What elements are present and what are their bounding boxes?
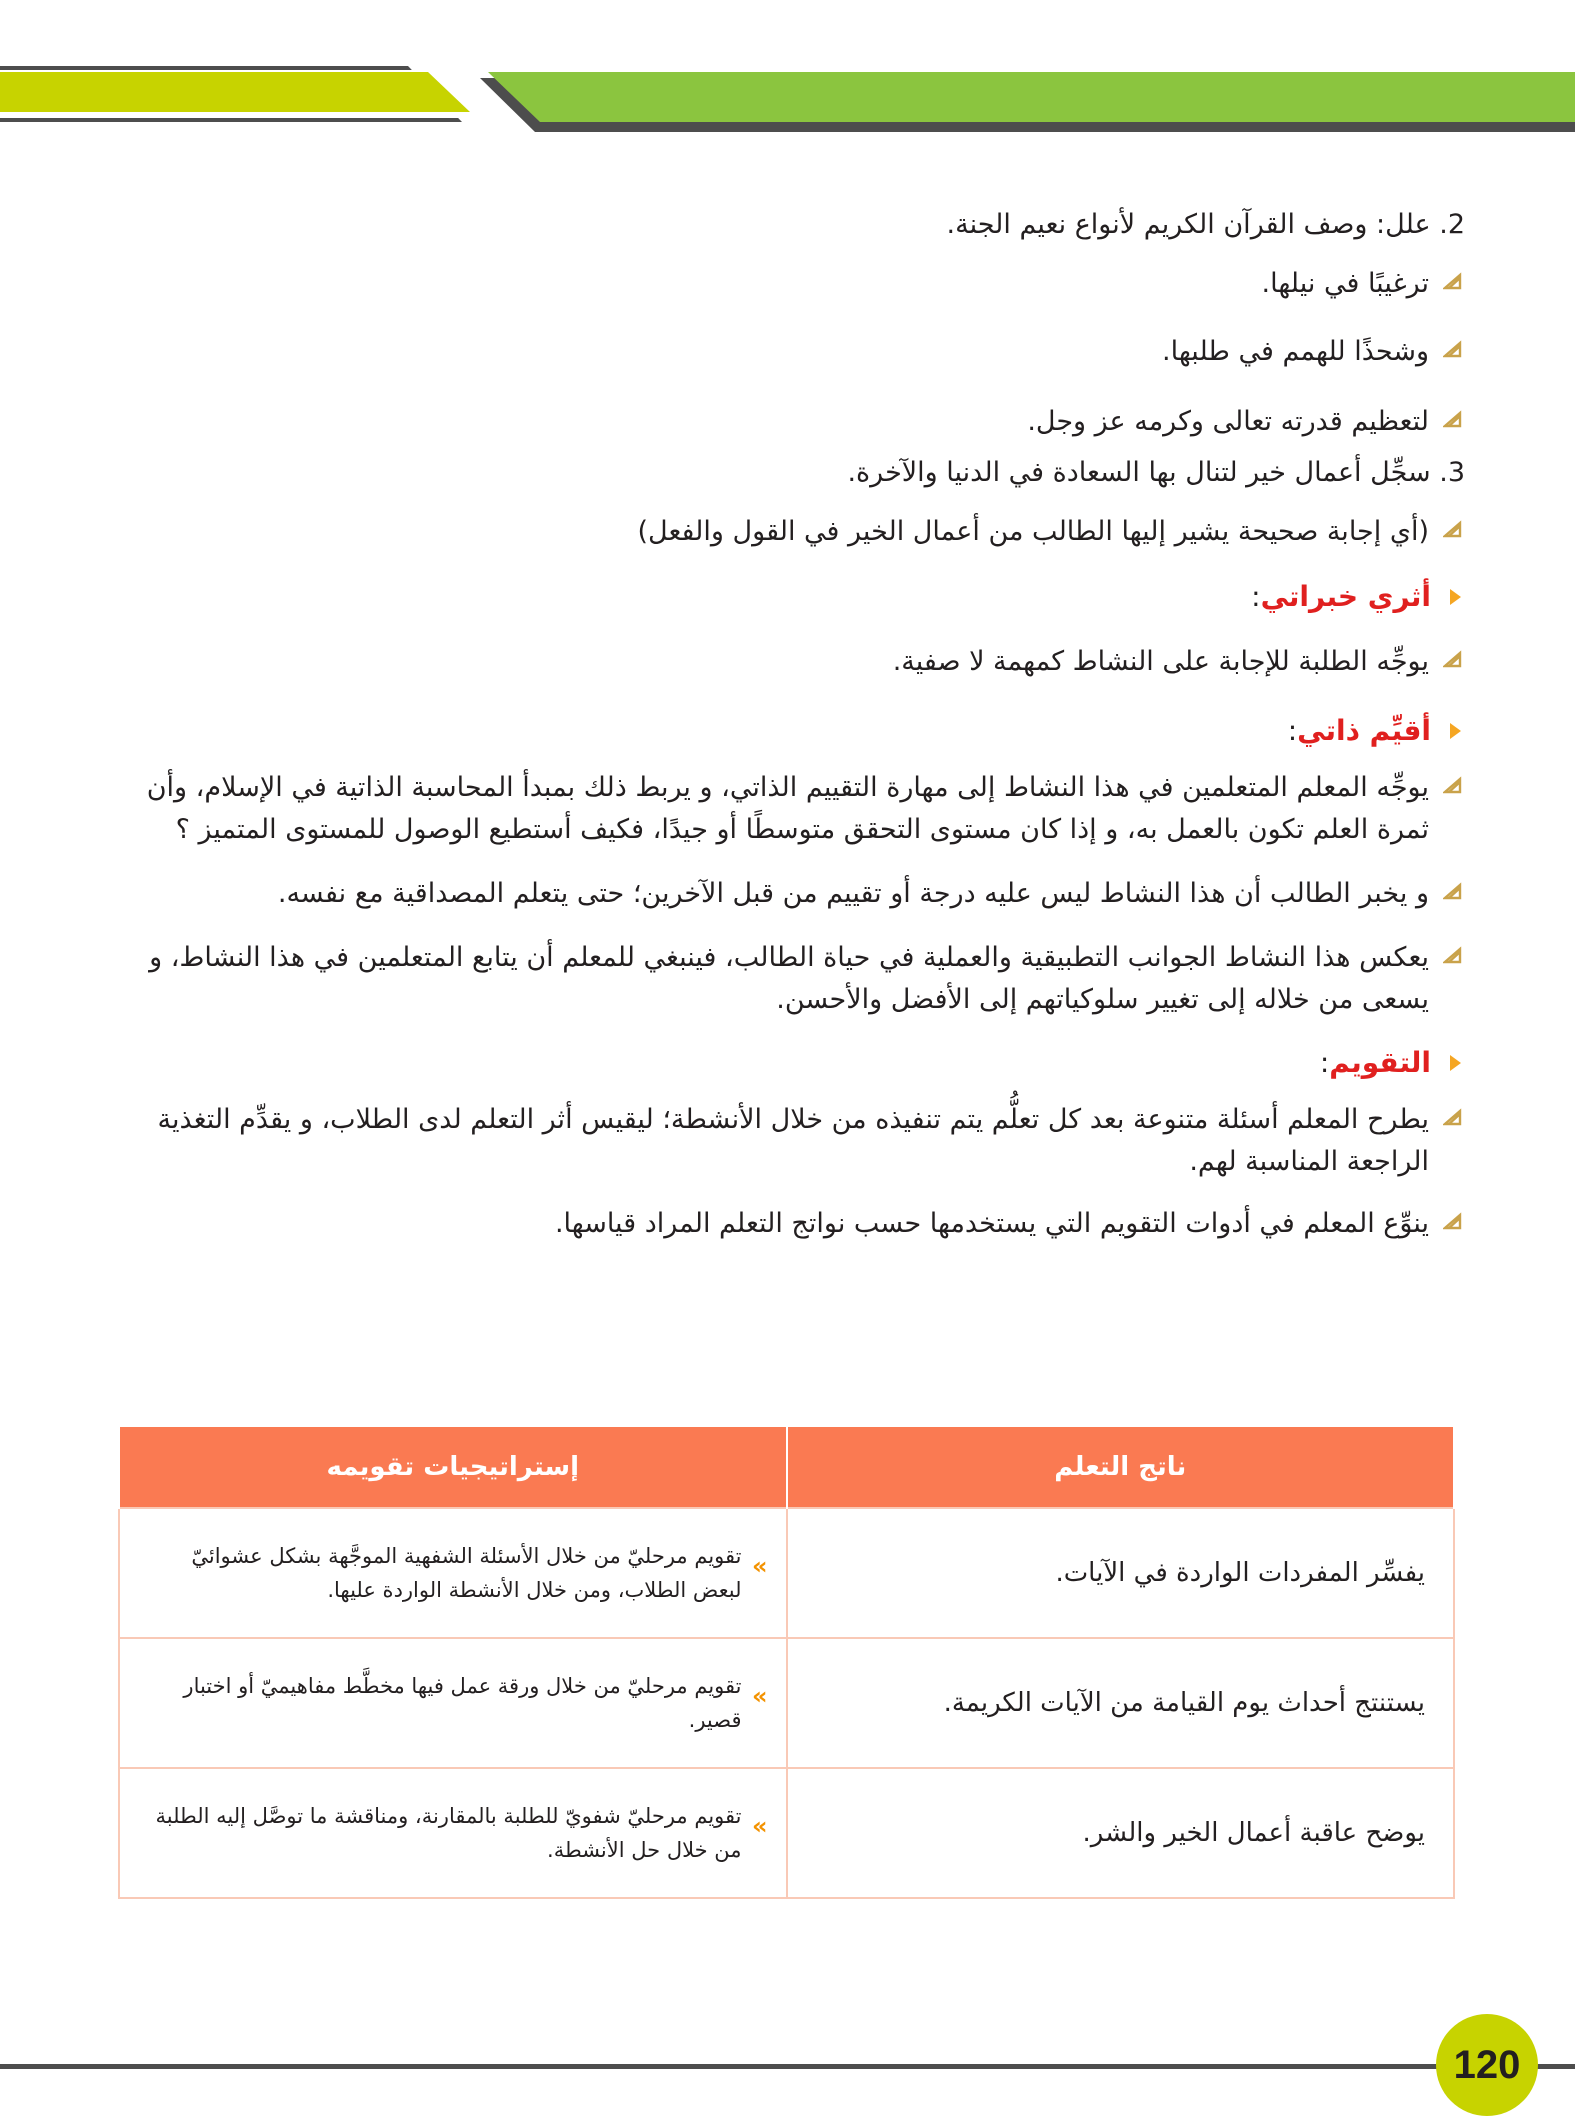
bullet-icon	[1443, 340, 1463, 360]
page-content	[110, 205, 1465, 1245]
column-header-outcome: ناتج التعلم	[787, 1427, 1455, 1508]
answer-text: لتعظيم قدرته تعالى وكرمه عز وجل.	[1027, 406, 1429, 437]
section-colon: :	[1287, 714, 1298, 747]
section-item-text: يوجِّه المعلم المتعلمين في هذا النشاط إلى مهارة التقييم الذاتي، و يربط ذلك بمبدأ المحاسبة الذاتية في الإسلام، وأن ثمرة العلم تكون بالعمل به، و إذا كان مستوى التحقق متوسطًا أو جيدًا، فكيف أستطيع الوصول للمستوى المتميز ؟	[146, 772, 1429, 845]
header-band	[0, 0, 1575, 140]
table-row	[119, 1638, 1454, 1768]
bullet-icon	[1443, 882, 1463, 902]
answer-text: ترغيبًا في نيلها.	[1261, 268, 1429, 299]
bullet-icon	[1443, 1212, 1463, 1232]
evaluation-table	[118, 1427, 1455, 1899]
section-title: أثري خبراتي	[1260, 580, 1431, 613]
outcome-cell: يستنتج أحداث يوم القيامة من الآيات الكريمة.	[787, 1638, 1455, 1768]
arrow-icon	[1450, 1055, 1461, 1071]
bullet-icon	[1443, 776, 1463, 796]
table-header-row	[119, 1427, 1454, 1508]
section-item	[110, 1099, 1465, 1183]
answer-text: (أي إجابة صحيحة يشير إليها الطالب من أعمال الخير في القول والفعل)	[637, 516, 1429, 547]
arrow-icon	[1450, 589, 1461, 605]
section-title: التقويم	[1329, 1046, 1431, 1079]
strategy-text: تقويم مرحليّ شفويّ للطلبة بالمقارنة، ومناقشة ما توصَّل إليه الطلبة من خلال حل الأنشطة.	[155, 1804, 742, 1862]
section-heading-evaluation	[110, 1043, 1465, 1083]
column-header-strategy: إستراتيجيات تقويمه	[119, 1427, 787, 1508]
answer-text: وشحذًا للهمم في طلبها.	[1162, 336, 1429, 367]
outcome-cell: يوضح عاقبة أعمال الخير والشر.	[787, 1768, 1455, 1898]
bullet-icon	[1443, 650, 1463, 670]
section-title: أقيِّم ذاتي	[1297, 714, 1431, 747]
section-item	[110, 873, 1465, 915]
bullet-icon	[1443, 1108, 1463, 1128]
section-heading-enrich	[110, 577, 1465, 617]
table-row	[119, 1768, 1454, 1898]
section-item	[110, 1203, 1465, 1245]
footer-line	[0, 2064, 1575, 2069]
chevron-icon: »	[751, 1682, 768, 1710]
section-heading-self-eval	[110, 711, 1465, 751]
chevron-icon: »	[751, 1552, 768, 1580]
answer-item	[110, 401, 1465, 443]
strategy-cell	[119, 1508, 787, 1638]
bullet-icon	[1443, 272, 1463, 292]
question-3: 3. سجِّل أعمال خير لتنال بها السعادة في الدنيا والآخرة.	[847, 457, 1465, 488]
page-number: 120	[1436, 2014, 1538, 2116]
chevron-icon: »	[751, 1812, 768, 1840]
section-item	[110, 937, 1465, 1021]
answer-item	[110, 331, 1465, 373]
section-item-text: يوجِّه الطلبة للإجابة على النشاط كمهمة لا صفية.	[892, 646, 1429, 677]
section-item	[110, 767, 1465, 851]
section-item-text: يعكس هذا النشاط الجوانب التطبيقية والعملية في حياة الطالب، فينبغي للمعلم أن يتابع المتعلمين في هذا النشاط، و يسعى من خلاله إلى تغيير سلوكياتهم إلى الأفضل والأحسن.	[149, 942, 1429, 1015]
strategy-text: تقويم مرحليّ من خلال الأسئلة الشفهية الموجَّهة بشكل عشوائيّ لبعض الطلاب، ومن خلال الأنشطة الواردة عليها.	[191, 1544, 742, 1602]
bullet-icon	[1443, 520, 1463, 540]
section-item	[110, 641, 1465, 683]
answer-item	[110, 511, 1465, 553]
section-item-text: ينوِّع المعلم في أدوات التقويم التي يستخدمها حسب نواتج التعلم المراد قياسها.	[554, 1208, 1429, 1239]
section-item-text: يطرح المعلم أسئلة متنوعة بعد كل تعلُّم يتم تنفيذه من خلال الأنشطة؛ ليقيس أثر التعلم لدى الطلاب، و يقدِّم التغذية الراجعة المناسبة لهم.	[157, 1104, 1429, 1177]
strategy-cell	[119, 1768, 787, 1898]
question-2: 2. علل: وصف القرآن الكريم لأنواع نعيم الجنة.	[946, 209, 1465, 240]
arrow-icon	[1450, 723, 1461, 739]
bullet-icon	[1443, 410, 1463, 430]
outcome-cell: يفسِّر المفردات الواردة في الآيات.	[787, 1508, 1455, 1638]
answer-item	[110, 263, 1465, 305]
bullet-icon	[1443, 946, 1463, 966]
strategy-text: تقويم مرحليّ من خلال ورقة عمل فيها مخطَّط مفاهيميّ أو اختبار قصير.	[183, 1674, 742, 1732]
section-item-text: و يخبر الطالب أن هذا النشاط ليس عليه درجة أو تقييم من قبل الآخرين؛ حتى يتعلم المصداقية مع نفسه.	[277, 878, 1429, 909]
table-row	[119, 1508, 1454, 1638]
section-colon: :	[1251, 580, 1261, 613]
strategy-cell	[119, 1638, 787, 1768]
header-decoration	[0, 0, 1575, 140]
section-colon: :	[1319, 1046, 1330, 1079]
